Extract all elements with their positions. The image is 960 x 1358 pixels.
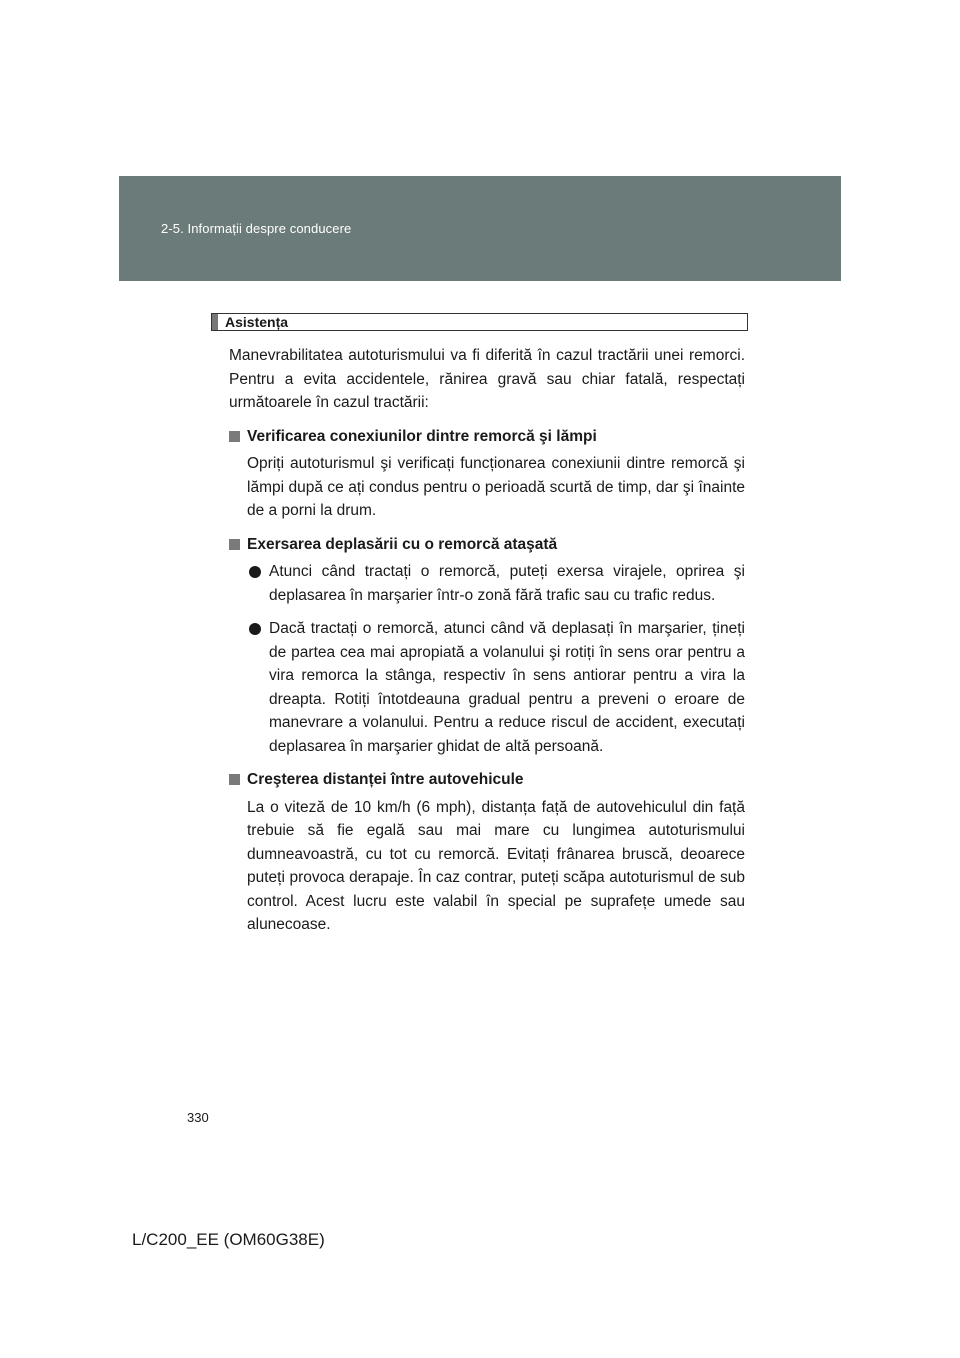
item-practice bbox=[229, 533, 745, 759]
section-title: 2-5. Informații despre conducere bbox=[161, 221, 352, 236]
page-number: 330 bbox=[187, 1110, 209, 1125]
document-code: L/C200_EE (OM60G38E) bbox=[132, 1230, 325, 1249]
item-heading bbox=[229, 768, 745, 792]
bullet-text: Dacă tractați o remorcă, atunci când vă deplasați în marşarier, țineți de partea cea mai apropiată a volanului şi rotiți în sens orar pentru a vira remorca la stânga, respectiv în sens antiorar pentru a vira la dreapta. Rotiți întotdeauna gradual pentru a preveni o eroare de manevrare a volanului. Pentru a reduce riscul de accident, executați deplasarea în marşarier ghidat de altă persoană. bbox=[269, 620, 745, 755]
header-band bbox=[119, 176, 841, 281]
bullet-item bbox=[247, 560, 745, 607]
square-bullet-icon bbox=[229, 774, 240, 785]
circle-bullet-icon bbox=[249, 566, 261, 578]
item-distance bbox=[229, 768, 745, 937]
item-heading-text: Creşterea distanței între autovehicule bbox=[247, 771, 524, 788]
item-body: La o viteză de 10 km/h (6 mph), distanța față de autovehiculul din față trebuie să fie egală sau mai mare cu lungimea autoturismului dumneavoastră, cu tot cu remorcă. Evitați frânarea bruscă, deoarece puteți provoca derapaje. În caz contrar, puteți scăpa autoturismul de sub control. Acest lucru este valabil în special pe suprafețe umede sau alunecoase. bbox=[247, 798, 745, 933]
square-bullet-icon bbox=[229, 431, 240, 442]
circle-bullet-icon bbox=[249, 623, 261, 635]
item-connections bbox=[229, 425, 745, 523]
notice-content bbox=[229, 344, 745, 947]
notice-intro: Manevrabilitatea autoturismului va fi diferită în cazul tractării unei remorci. Pentru a evita accidentele, rănirea gravă sau chiar fatală, respectați următoarele în cazul tractării: bbox=[229, 347, 745, 411]
notice-title: Asistența bbox=[225, 314, 289, 330]
item-heading bbox=[229, 425, 745, 449]
square-bullet-icon bbox=[229, 539, 240, 550]
item-heading bbox=[229, 533, 745, 557]
notice-title-bar bbox=[212, 314, 218, 330]
item-heading-text: Exersarea deplasării cu o remorcă ataşată bbox=[247, 535, 558, 553]
bullet-text: Atunci când tractați o remorcă, puteți exersa virajele, oprirea şi deplasarea în marşarier într-o zonă fără trafic sau cu trafic redus. bbox=[269, 563, 745, 604]
item-heading-text: Verificarea conexiunilor dintre remorcă şi lămpi bbox=[247, 427, 597, 445]
bullet-list bbox=[229, 560, 745, 758]
bullet-item bbox=[247, 617, 745, 758]
notice-title-box bbox=[211, 313, 748, 331]
item-body: Opriți autoturismul şi verificați funcționarea conexiunii dintre remorcă şi lămpi după ce ați condus pentru o perioadă scurtă de timp, dar şi înainte de a porni la drum. bbox=[247, 455, 745, 519]
